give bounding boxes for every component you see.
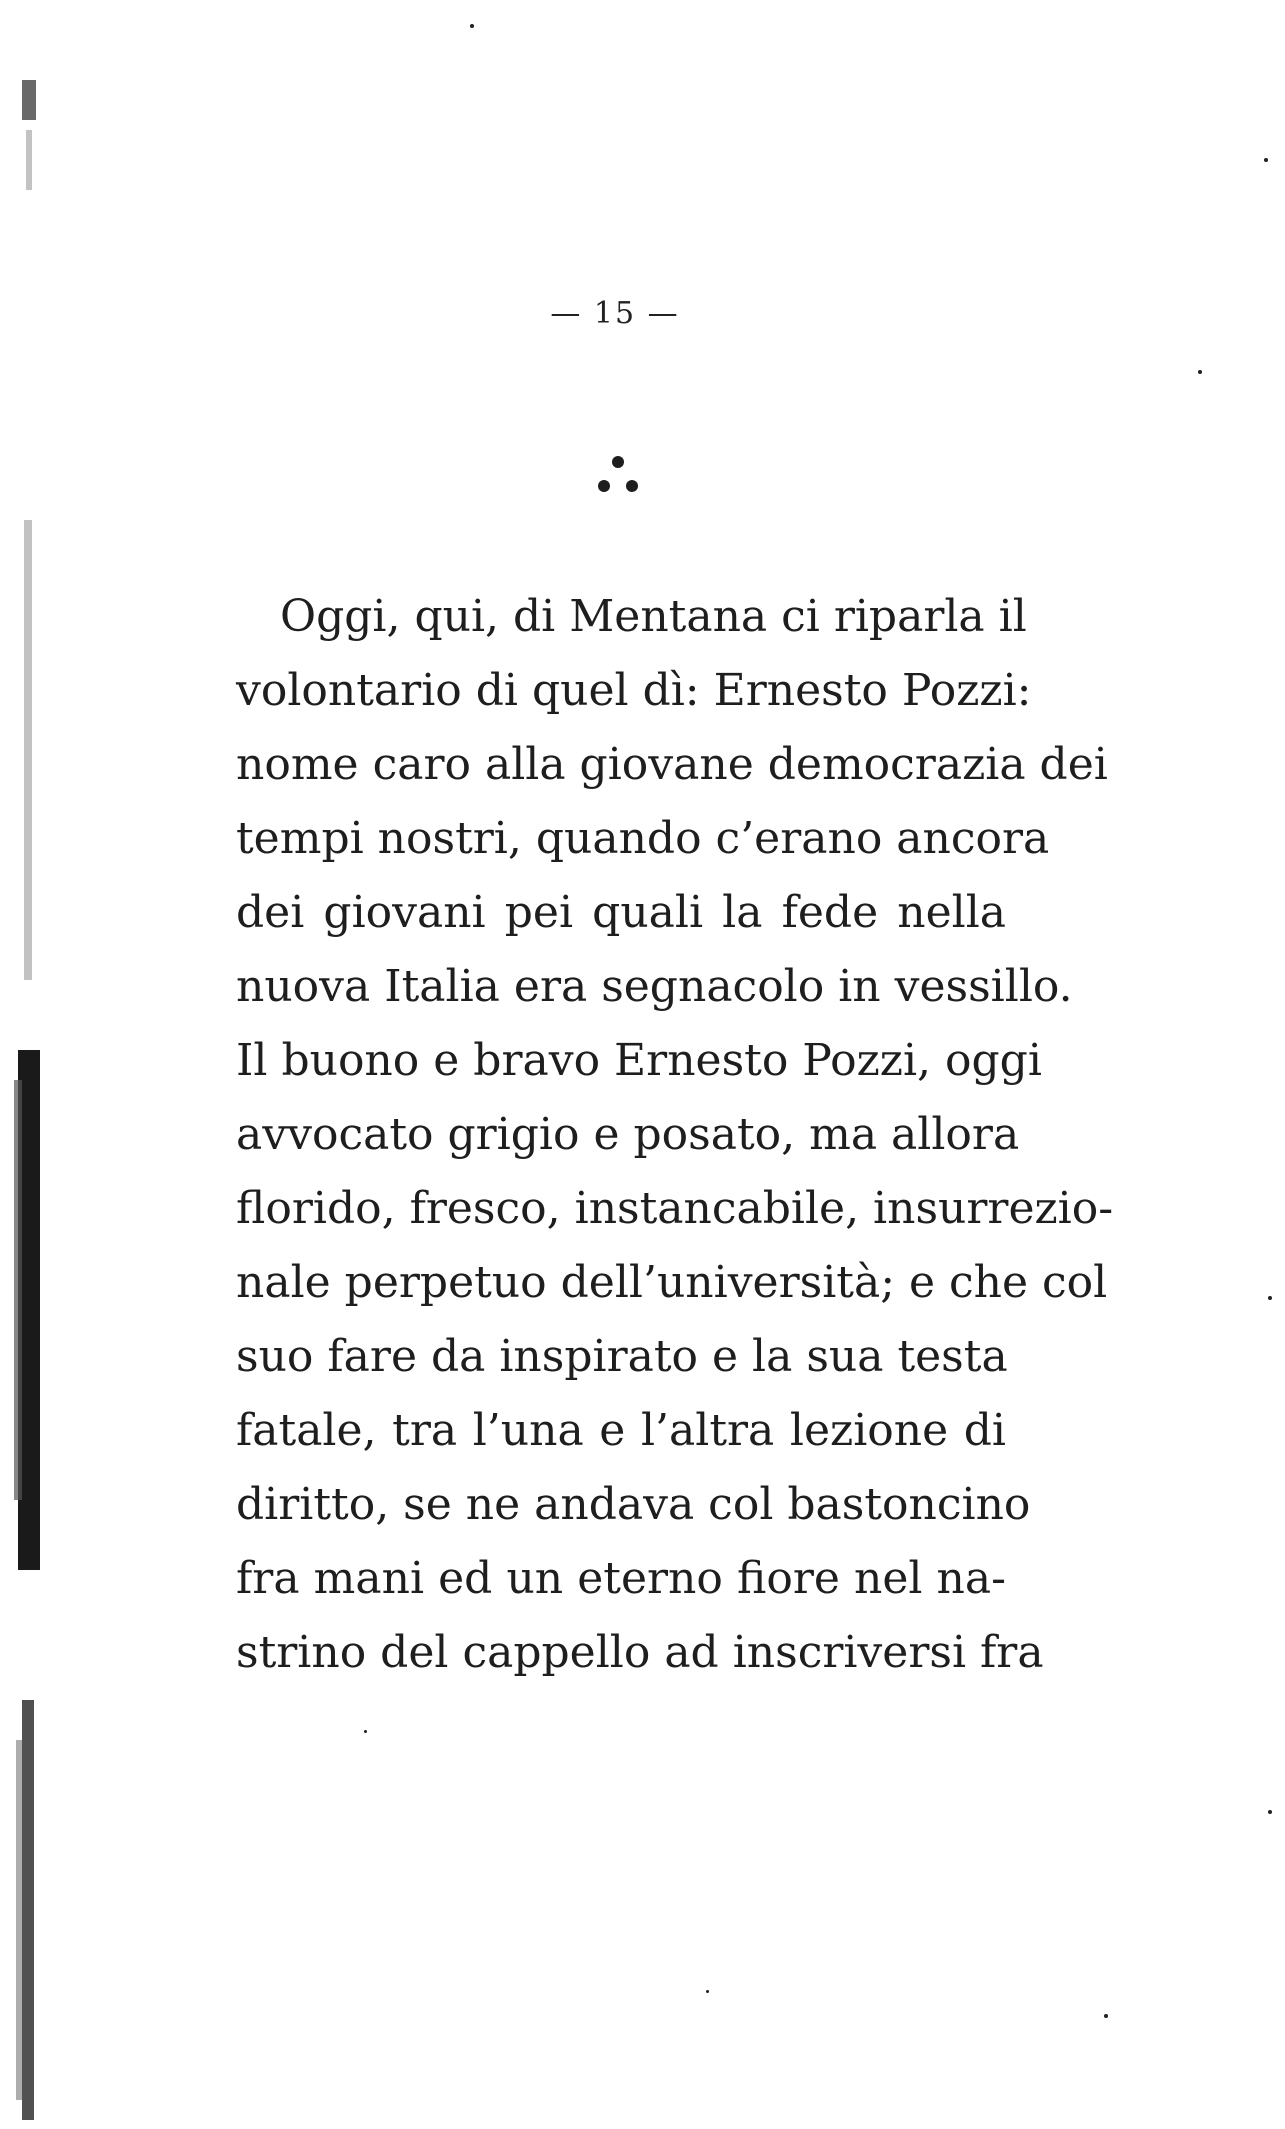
text-line: strino del cappello ad inscriversi fra (236, 1627, 1044, 1678)
text-line: Il buono e bravo Ernesto Pozzi, oggi (236, 1035, 1042, 1086)
text-line: fra mani ed un eterno fiore nel na- (236, 1553, 1006, 1604)
text-line: dei giovani pei quali la fede nella (236, 887, 1006, 938)
body-text (236, 580, 1114, 1690)
text-line: avvocato grigio e posato, ma allora (236, 1109, 1020, 1160)
scan-speck (364, 1730, 367, 1733)
scan-speck (470, 24, 474, 28)
text-line: nale perpetuo dell’università; e che col (236, 1257, 1108, 1308)
page-number: — 15 — (550, 296, 680, 331)
asterism-icon (588, 448, 648, 508)
text-line: nome caro alla giovane democrazia dei (236, 739, 1108, 790)
text-line: diritto, se ne andava col bastoncino (236, 1479, 1031, 1530)
text-line: tempi nostri, quando c’erano ancora (236, 813, 1050, 864)
text-line: nuova Italia era segnacolo in vessillo. (236, 961, 1073, 1012)
scan-speck (706, 1990, 709, 1993)
scan-speck (1198, 370, 1202, 374)
scan-speck (1264, 158, 1268, 162)
text-line: Oggi, qui, di Mentana ci riparla il (280, 591, 1027, 642)
scan-speck (1104, 2014, 1108, 2018)
scan-speck (1268, 1296, 1272, 1300)
text-line: volontario di quel dì: Ernesto Pozzi: (236, 665, 1032, 716)
text-line: florido, fresco, instancabile, insurrezio- (236, 1183, 1114, 1234)
text-line: suo fare da inspirato e la sua testa (236, 1331, 1008, 1382)
text-line: fatale, tra l’una e l’altra lezione di (236, 1405, 1006, 1456)
scan-speck (1268, 1810, 1272, 1814)
